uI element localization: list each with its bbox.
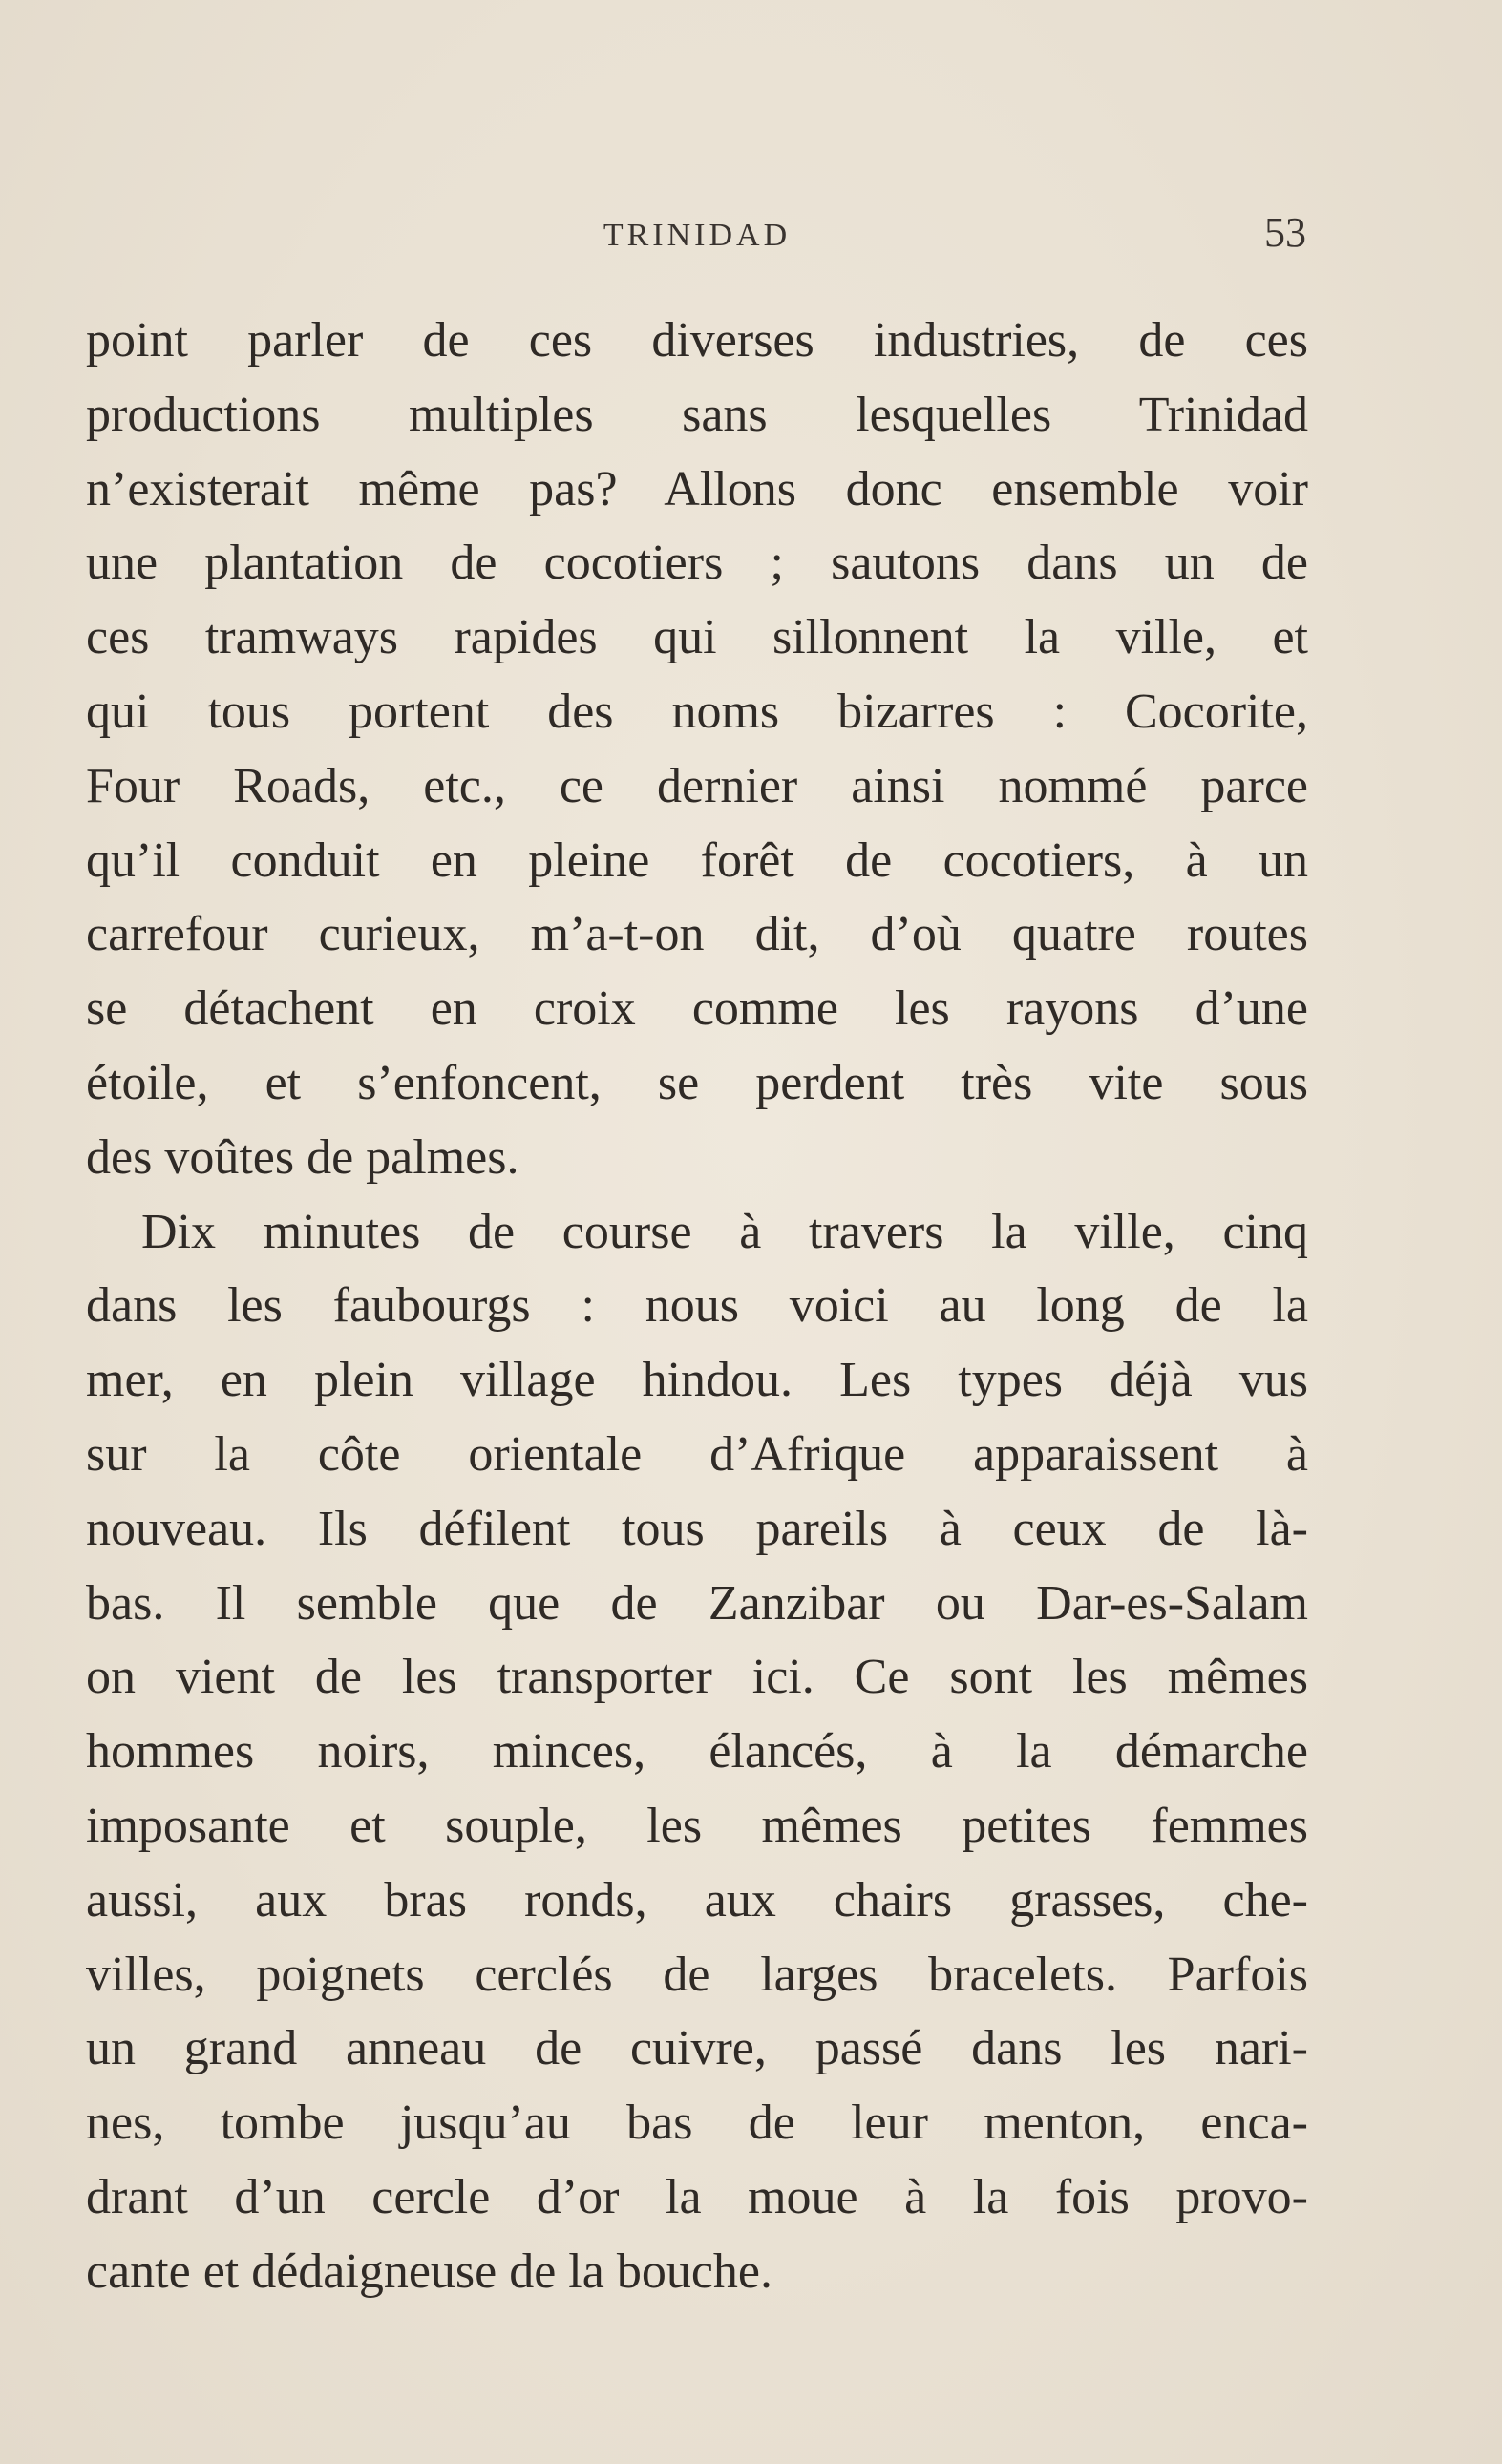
text-line: bas. Il semble que de Zanzibar ou Dar-es-Salam xyxy=(86,1575,1308,1631)
text-line: on vient de les transporter ici. Ce sont les mêmes xyxy=(86,1650,1308,1705)
text-line: sur la côte orientale d’Afrique apparaissent à xyxy=(86,1426,1308,1482)
text-line: une plantation de cocotiers ; sautons dans un de xyxy=(86,536,1308,591)
page-number: 53 xyxy=(1264,209,1306,256)
text-line: se détachent en croix comme les rayons d’une xyxy=(86,981,1308,1037)
text-line: étoile, et s’enfoncent, se perdent très vite sous xyxy=(86,1055,1308,1110)
running-head-title: TRINIDAD xyxy=(603,218,792,253)
text-line: aussi, aux bras ronds, aux chairs grasses, che- xyxy=(86,1872,1308,1927)
paragraph-last-line: cante et dédaigneuse de la bouche. xyxy=(86,2243,772,2299)
text-line: carrefour curieux, m’a-t-on dit, d’où quatre routes xyxy=(86,907,1308,962)
paragraph-last-line: des voûtes de palmes. xyxy=(86,1129,519,1185)
text-line: qui tous portent des noms bizarres : Cocorite, xyxy=(86,684,1308,739)
paragraph-first-line: Dix minutes de course à travers la ville, cinq xyxy=(141,1204,1308,1259)
text-line: Four Roads, etc., ce dernier ainsi nommé parce xyxy=(86,758,1308,813)
body-text xyxy=(86,304,1308,2309)
text-line: hommes noirs, minces, élancés, à la démarche xyxy=(86,1724,1308,1780)
text-line: ces tramways rapides qui sillonnent la ville, et xyxy=(86,610,1308,665)
text-line: drant d’un cercle d’or la moue à la fois provo- xyxy=(86,2169,1308,2224)
text-line: qu’il conduit en pleine forêt de cocotiers, à un xyxy=(86,832,1308,888)
text-line: nouveau. Ils défilent tous pareils à ceux de là- xyxy=(86,1501,1308,1556)
text-line: imposante et souple, les mêmes petites femmes xyxy=(86,1798,1308,1853)
text-line: nes, tombe jusqu’au bas de leur menton, enca- xyxy=(86,2095,1308,2151)
text-line: mer, en plein village hindou. Les types déjà vus xyxy=(86,1353,1308,1408)
text-line: dans les faubourgs : nous voici au long de la xyxy=(86,1278,1308,1334)
text-line: n’existerait même pas? Allons donc ensemble voir xyxy=(86,461,1308,516)
text-line: point parler de ces diverses industries, de ces xyxy=(86,313,1308,368)
text-line: villes, poignets cerclés de larges bracelets. Parfois xyxy=(86,1947,1308,2002)
running-head xyxy=(88,208,1306,265)
text-line: un grand anneau de cuivre, passé dans les nari- xyxy=(86,2021,1308,2076)
text-line: productions multiples sans lesquelles Trinidad xyxy=(86,387,1308,442)
